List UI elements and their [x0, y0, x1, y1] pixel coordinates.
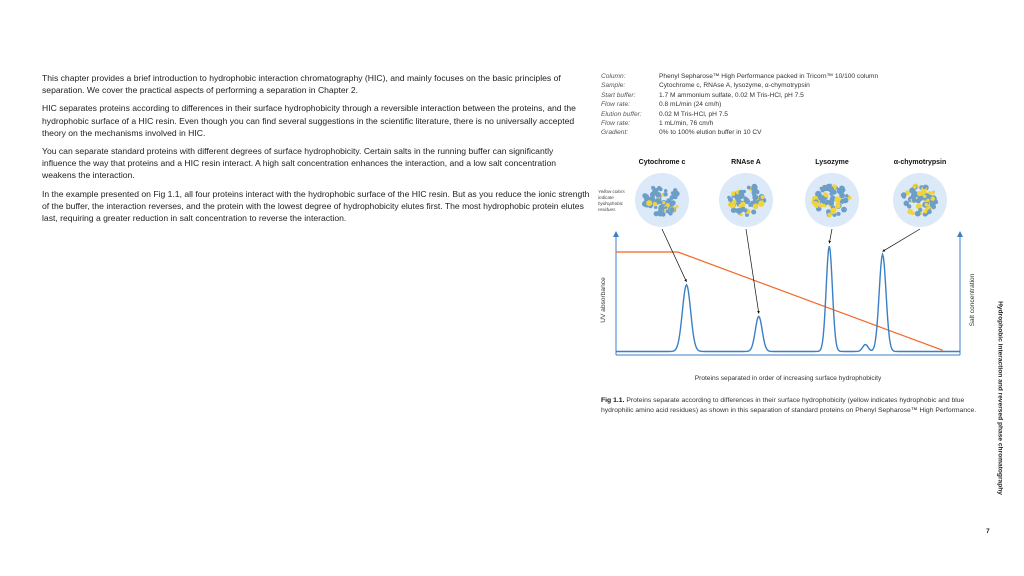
caption-text: Proteins separate according to differences in their surface hydrophobicity (yellow indicates hydrophobic and blue hydrophilic amino acid residues) as shown in this separation of standard proteins on Phenyl Sepharose™ High Performance. [601, 397, 977, 414]
hydrophilic-residue [659, 187, 663, 191]
chromatogram-figure [590, 150, 990, 410]
condition-value: Cytochrome c, RNAse A, lysozyme, α-chymotrypsin [659, 82, 810, 90]
hydrophilic-residue [829, 200, 833, 204]
peak-pointer [829, 229, 832, 243]
hydrophobic-residue [931, 197, 935, 201]
hydrophilic-residue [747, 186, 751, 190]
protein-label: α-chymotrypsin [893, 159, 947, 166]
hydrophilic-residue [753, 185, 757, 189]
condition-row [601, 110, 878, 119]
condition-label: Gradient: [601, 129, 629, 137]
salt-gradient-line [616, 252, 943, 350]
hydrophobic-residue [675, 205, 678, 208]
condition-value: Phenyl Sepharose™ High Performance packed in Tricorn™ 10/100 column [659, 73, 879, 80]
hydrophilic-residue [934, 200, 938, 204]
hydrophobic-residue [926, 199, 929, 202]
condition-label: Flow rate: [601, 120, 630, 128]
condition-row [601, 119, 878, 128]
hydrophilic-residue [822, 200, 826, 204]
condition-value: 0% to 100% elution buffer in 10 CV [659, 129, 762, 137]
hydrophobic-residue [827, 213, 832, 218]
hydrophilic-residue [822, 185, 828, 191]
hydrophilic-residue [751, 210, 756, 215]
condition-value: 0.02 M Tris-HCl, pH 7.5 [659, 110, 728, 118]
hydrophobic-residue [758, 200, 764, 206]
condition-label: Column: [601, 73, 626, 80]
condition-label: Start buffer: [601, 91, 636, 99]
y-axis-left-label: UV absorbance [600, 277, 607, 323]
hydrophilic-residue [673, 195, 677, 199]
hydrophilic-residue [664, 189, 667, 192]
hydrophilic-residue [829, 192, 833, 196]
hydrophilic-residue [751, 201, 755, 205]
hydrophilic-residue [841, 207, 847, 213]
intro-paragraph-2: HIC separates proteins according to differences in their surface hydrophobicity through a reversible interaction between the proteins, and the hydrophobic surface of a HIC resin. Even though you can find several suggestions in the scientific literature, there is no universally accepted theory on the mechanisms involved in HIC. [42, 103, 576, 138]
condition-value: 0.8 mL/min (24 cm/h) [659, 101, 722, 109]
protein-circle [635, 173, 689, 227]
hydrophobic-residue [740, 213, 743, 216]
hydrophobic-residue [838, 197, 842, 201]
hydrophilic-residue [901, 192, 907, 198]
hydrophilic-residue [738, 193, 744, 199]
condition-row [601, 72, 878, 81]
protein-structure-lysozyme [805, 173, 859, 227]
peak-pointer [746, 229, 759, 313]
intro-paragraph-3: You can separate standard proteins with different degrees of surface hydrophobicity. Certain salts in the running buffer can significantly influence the way that proteins and a HIC resin interact. A high salt concentration enhances the interaction, and a low salt concentration weakens the interaction. [42, 146, 557, 181]
hydrophilic-residue [830, 195, 835, 200]
peak-pointers [662, 229, 920, 313]
hydrophobic-residue [662, 201, 665, 204]
hydrophilic-residue [670, 201, 675, 206]
hydrophobic-residue [646, 200, 652, 206]
hydrophobic-residue [826, 195, 829, 198]
hydrophobic-residue [923, 209, 927, 213]
condition-value: 1.7 M ammonium sulfate, 0.02 M Tris-HCl, pH 7.5 [659, 91, 804, 99]
peak-pointer [662, 229, 687, 282]
hydrophilic-residue [745, 198, 749, 202]
figure-caption [601, 396, 981, 415]
hydrophobic-residue [819, 204, 823, 208]
hydrophilic-residue [663, 192, 667, 196]
hydrophilic-residue [839, 186, 845, 192]
hydrophilic-residue [845, 194, 849, 198]
hydrophobic-residue [835, 203, 840, 208]
hydrophilic-residue [904, 201, 910, 207]
hydrophilic-residue [666, 209, 670, 213]
caption-label: Fig 1.1. [601, 397, 625, 404]
hydrophobic-residue [813, 201, 818, 206]
hydrophobic-residue [911, 211, 915, 215]
protein-structure-chymotrypsin [893, 173, 947, 227]
hydrophilic-residue [642, 193, 647, 198]
hydrophobic-residue [913, 185, 917, 189]
intro-paragraph-1: This chapter provides a brief introduction to hydrophobic interaction chromatography (HIC), and mainly focuses on the basic principles of separation. We cover the practical aspects of performing a separation in Chapter 2. [42, 73, 561, 96]
hydrophobic-residue [923, 195, 927, 199]
intro-paragraph-4: In the example presented on Fig 1.1, all four proteins interact with the hydrophobic surface of the HIC resin. But as you reduce the ionic strength of the buffer, the interaction reverses, and the protein with the lowest degree of hydrophobicity elutes first. The most hydrophobic protein elutes last, requiring a greater reduction in salt concentration to reverse the interaction. [42, 188, 590, 224]
condition-label: Flow rate: [601, 101, 630, 109]
hydrophilic-residue [913, 195, 917, 199]
hydrophilic-residue [843, 198, 849, 204]
condition-label: Sample: [601, 82, 626, 90]
hydrophilic-residue [744, 209, 747, 212]
hydrophilic-residue [820, 187, 823, 190]
hydrophobic-residue [830, 208, 836, 214]
hydrophilic-residue [912, 198, 917, 203]
protein-label: RNAse A [731, 159, 761, 166]
hydrophobic-residue [925, 203, 929, 207]
hydrophilic-residue [828, 186, 834, 192]
section-side-title: Hydrophobic interaction and reversed phase chromatography [996, 301, 1004, 495]
run-conditions [601, 72, 878, 138]
hydrophobic-residue [931, 191, 935, 195]
protein-structure-rnase-a [719, 173, 773, 227]
x-axis-label: Proteins separated in order of increasing surface hydrophobicity [694, 375, 882, 382]
hydrophilic-residue [659, 201, 662, 204]
hydrophobic-residue [740, 202, 745, 207]
condition-row [601, 91, 878, 100]
protein-label: Lysozyme [815, 159, 849, 166]
hydrophilic-residue [670, 207, 675, 212]
hydrophilic-residue [659, 213, 662, 216]
hydrophilic-residue [927, 209, 932, 214]
peak-pointer [883, 229, 920, 251]
hydrophilic-residue [656, 192, 661, 197]
hydrophilic-residue [837, 212, 841, 216]
hydrophobic-residue [761, 195, 765, 199]
hydrophobic-residue [732, 200, 736, 204]
intro-text [42, 72, 590, 230]
hydrophilic-residue [651, 196, 655, 200]
condition-row [601, 128, 878, 137]
protein-label: Cytochrome c [638, 159, 686, 166]
hydrophilic-residue [658, 210, 662, 214]
condition-label: Elution buffer: [601, 110, 642, 118]
page-number: 7 [986, 528, 990, 535]
condition-value: 1 mL/min, 76 cm/h [659, 120, 714, 128]
legend-note: Yellow colors indicate hydrophobic residues [598, 189, 625, 212]
hydrophilic-residue [752, 194, 758, 200]
condition-row [601, 100, 878, 109]
hydrophilic-residue [923, 186, 926, 189]
hydrophobic-residue [917, 191, 922, 196]
y-axis-right-label: Salt concentration [969, 273, 976, 327]
uv-absorbance-trace [616, 246, 960, 351]
hydrophilic-residue [738, 208, 741, 211]
hydrophilic-residue [728, 197, 733, 202]
hydrophilic-residue [918, 208, 922, 212]
hydrophobic-residue [653, 202, 657, 206]
protein-structure-cytochrome-c [635, 173, 689, 227]
condition-row [601, 81, 878, 90]
